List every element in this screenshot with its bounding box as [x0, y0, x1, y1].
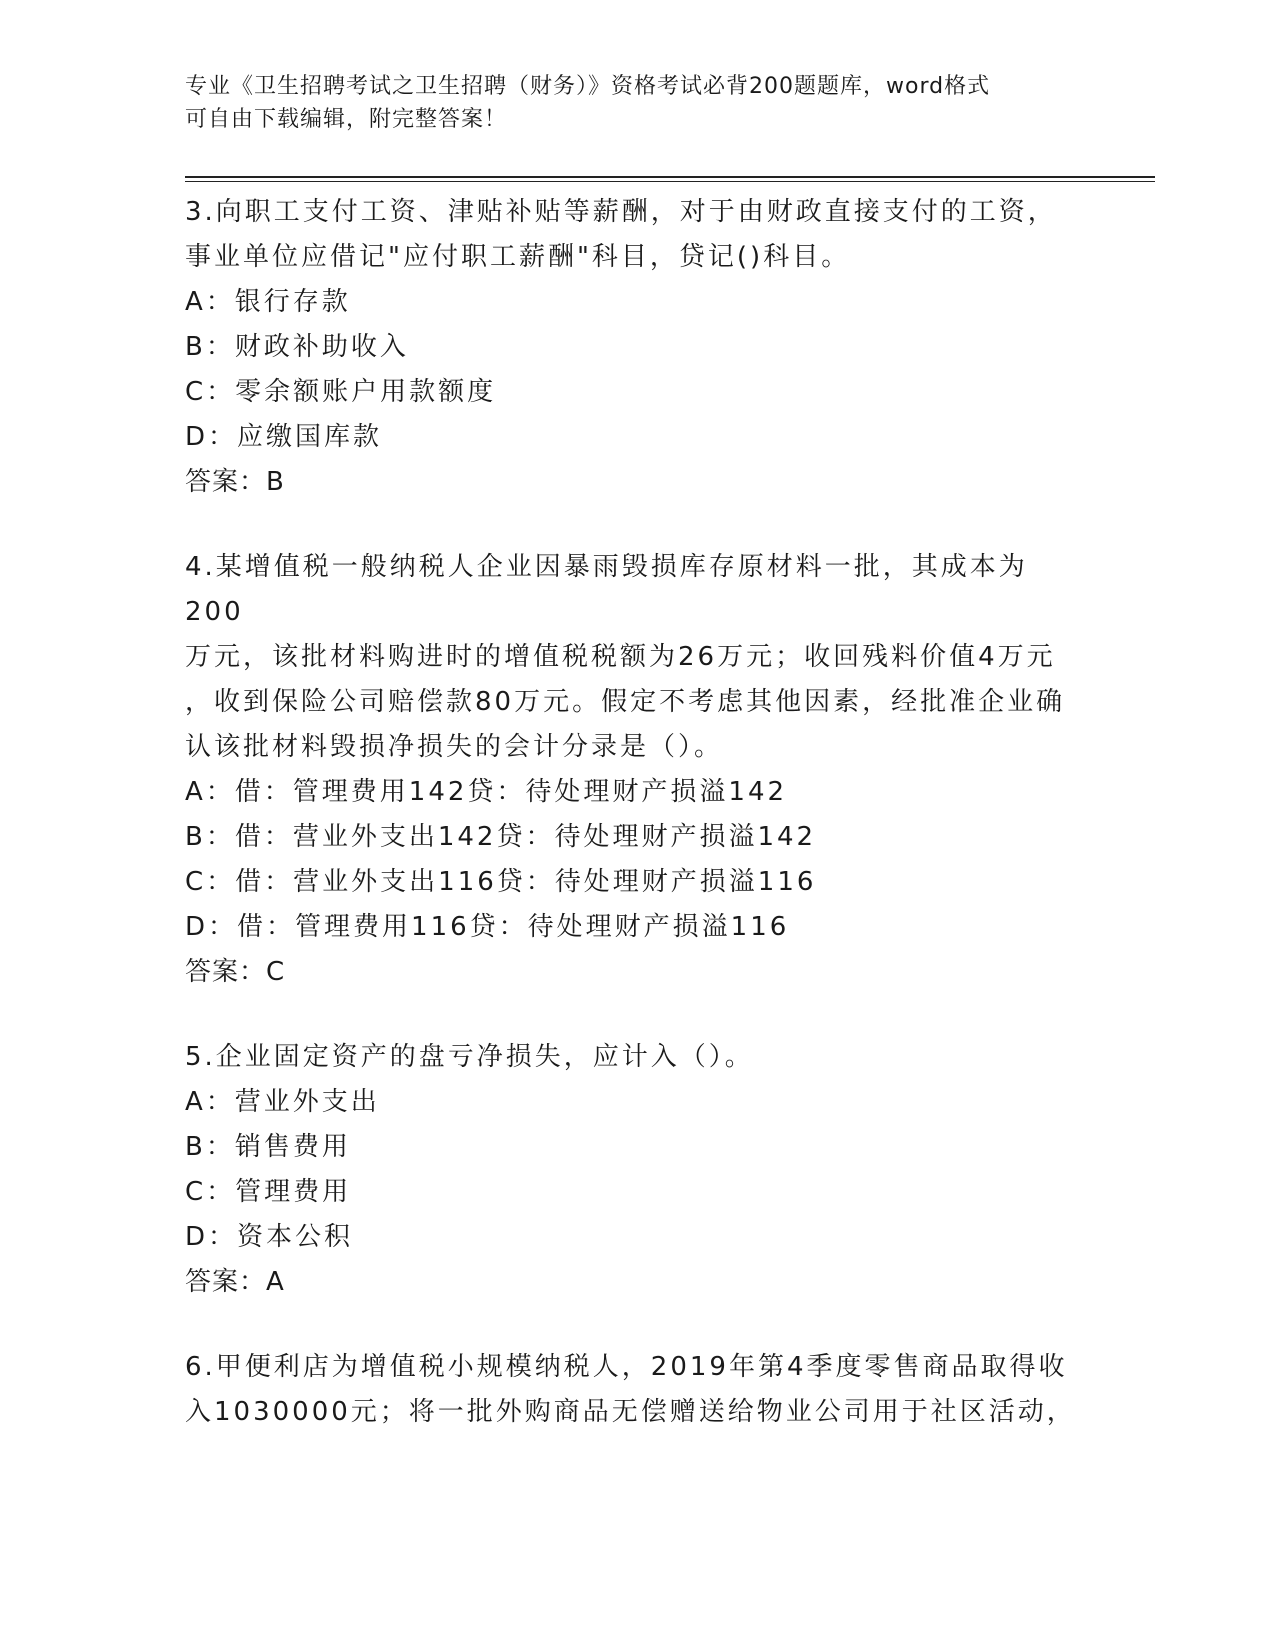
question-6 [185, 1345, 1085, 1435]
question-stem-line: 6.甲便利店为增值税小规模纳税人，2019年第4季度零售商品取得收 [185, 1352, 1068, 1382]
question-stem-line: 认该批材料毁损净损失的会计分录是（）。 [185, 732, 724, 762]
option-d: D：借：管理费用116贷：待处理财产损溢116 [185, 912, 790, 942]
option-c: C：零余额账户用款额度 [185, 377, 497, 407]
answer-label: 答案：A [185, 1267, 285, 1297]
option-a: A：借：管理费用142贷：待处理财产损溢142 [185, 777, 788, 807]
header-title-line-2: 可自由下载编辑，附完整答案！ [185, 107, 508, 132]
option-c: C：管理费用 [185, 1177, 352, 1207]
question-list [185, 190, 1085, 1435]
question-spacer [185, 505, 1085, 545]
option-d: D：应缴国库款 [185, 422, 383, 452]
answer-label: 答案：B [185, 467, 285, 497]
question-stem-line: 4.某增值税一般纳税人企业因暴雨毁损库存原材料一批，其成本为200 [185, 552, 1028, 627]
option-d: D：资本公积 [185, 1222, 354, 1252]
question-stem-line: 3.向职工支付工资、津贴补贴等薪酬，对于由财政直接支付的工资， [185, 197, 1057, 227]
header-title-line-1: 专业《卫生招聘考试之卫生招聘（财务）》资格考试必背200题题库，word格式 [185, 74, 991, 99]
question-spacer [185, 1305, 1085, 1345]
question-4 [185, 545, 1085, 995]
option-b: B：销售费用 [185, 1132, 351, 1162]
option-a: A：银行存款 [185, 287, 351, 317]
question-stem-line: 5.企业固定资产的盘亏净损失，应计入（）。 [185, 1042, 754, 1072]
question-stem-line: 入1030000元；将一批外购商品无偿赠送给物业公司用于社区活动， [185, 1397, 1076, 1427]
question-spacer [185, 995, 1085, 1035]
option-a: A：营业外支出 [185, 1087, 380, 1117]
question-stem-line: ，收到保险公司赔偿款80万元。假定不考虑其他因素，经批准企业确 [185, 687, 1066, 717]
question-stem-line: 事业单位应借记"应付职工薪酬"科目，贷记()科目。 [185, 242, 851, 272]
option-b: B：财政补助收入 [185, 332, 409, 362]
option-b: B：借：营业外支出142贷：待处理财产损溢142 [185, 822, 817, 852]
document-header [185, 70, 1085, 136]
answer-label: 答案：C [185, 957, 286, 987]
header-divider [185, 176, 1155, 182]
question-stem-line: 万元，该批材料购进时的增值税税额为26万元；收回残料价值4万元 [185, 642, 1056, 672]
question-3 [185, 190, 1085, 505]
question-5 [185, 1035, 1085, 1305]
option-c: C：借：营业外支出116贷：待处理财产损溢116 [185, 867, 817, 897]
